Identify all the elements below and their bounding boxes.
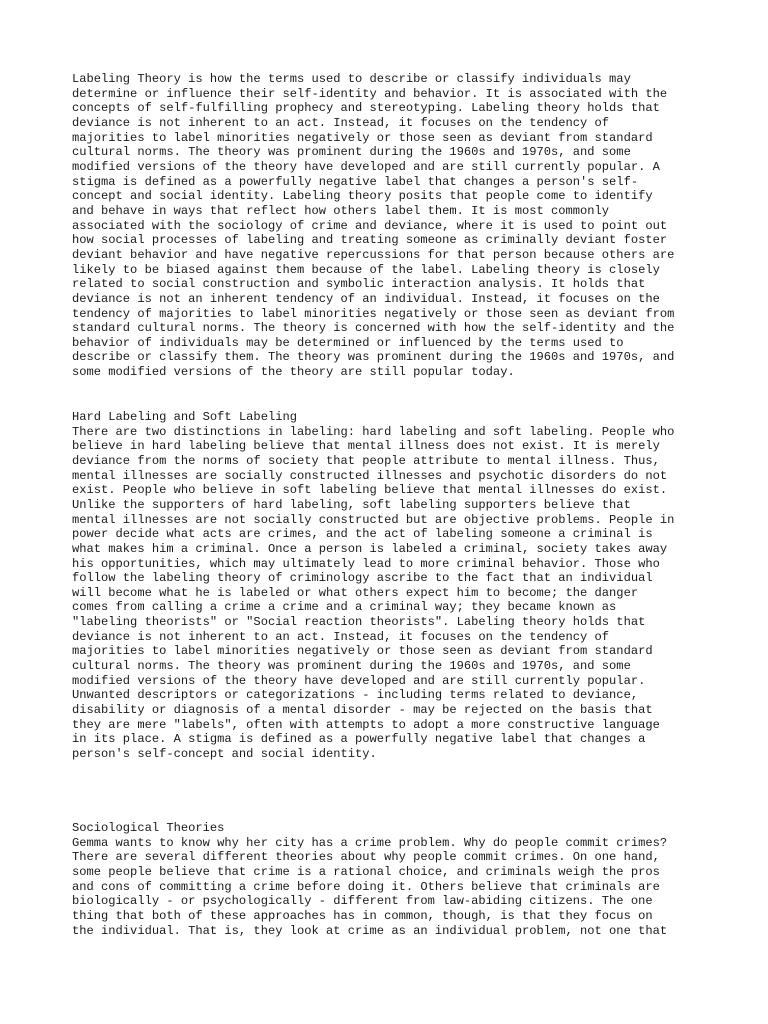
paragraph-labeling-theory: Labeling Theory is how the terms used to describe or classify individuals may determine or influence their self-identity and behavior. It is associated with the concepts of self-fulfilling prophecy and stereotyping. Labeling theory holds that deviance is not inherent to an act. Instead, it focuses on the tendency of majorities to label minorities negatively or those seen as deviant from standard cultural norms. The theory was prominent during the 1960s and 1970s, and some modified versions of the theory have developed and are still currently popular. A stigma is defined as a powerfully negative label that changes a person's self- concept and social identity. Labeling theory posits that people come to identify and behave in ways that reflect how others label them. It is most commonly associated with the sociology of crime and deviance, where it is used to point out how social processes of labeling and treating someone as criminally deviant foster deviant behavior and have negative repercussions for that person because others are likely to be biased against them because of the label. Labeling theory is closely related to social construction and symbolic interaction analysis. It holds that deviance is not an inherent tendency of an individual. Instead, it focuses on the tendency of majorities to label minorities negatively or those seen as deviant from standard cultural norms. The theory is concerned with how the self-identity and the behavior of individuals may be determined or influenced by the terms used to describe or classify them. The theory was prominent during the 1960s and 1970s, and some modified versions of the theory are still popular today. xyxy=(72,72,675,380)
heading-hard-soft-labeling: Hard Labeling and Soft Labeling xyxy=(72,410,297,424)
heading-sociological-theories: Sociological Theories xyxy=(72,821,225,835)
paragraph-sociological-theories: Gemma wants to know why her city has a crime problem. Why do people commit crimes? There are several different theories about why people commit crimes. On one hand, some people believe that crime is a rational choice, and criminals weigh the pros and cons of committing a crime before doing it. Others believe that criminals are biologically - or psychologically - different from law-abiding citizens. The one thing that both of these approaches has in common, though, is that they focus on the individual. That is, they look at crime as an individual problem, not one that xyxy=(72,835,668,938)
paragraph-hard-soft-labeling: There are two distinctions in labeling: hard labeling and soft labeling. People who believe in hard labeling believe that mental illness does not exist. It is merely deviance from the norms of society that people attribute to mental illness. Thus, mental illnesses are socially constructed illnesses and psychotic disorders do not exist. People who believe in soft labeling believe that mental illnesses do exist. Unlike the supporters of hard labeling, soft labeling supporters believe that mental illnesses are not socially constructed but are objective problems. People in power decide what acts are crimes, and the act of labeling someone a criminal is what makes him a criminal. Once a person is labeled a criminal, society takes away his opportunities, which may ultimately lead to more criminal behavior. Those who follow the labeling theory of criminology ascribe to the fact that an individual will become what he is labeled or what others expect him to become; the danger comes from calling a crime a crime and a criminal way; they became known as "labeling theorists" or "Social reaction theorists". Labeling theory holds that deviance is not inherent to an act. Instead, it focuses on the tendency of majorities to label minorities negatively or those seen as deviant from standard cultural norms. The theory was prominent during the 1960s and 1970s, and some modified versions of the theory have developed and are still currently popular. Unwanted descriptors or categorizations - including terms related to deviance, disability or diagnosis of a mental disorder - may be rejected on the basis that they are mere "labels", often with attempts to adopt a more constructive language in its place. A stigma is defined as a powerfully negative label that changes a person's self-concept and social identity. xyxy=(72,424,675,762)
